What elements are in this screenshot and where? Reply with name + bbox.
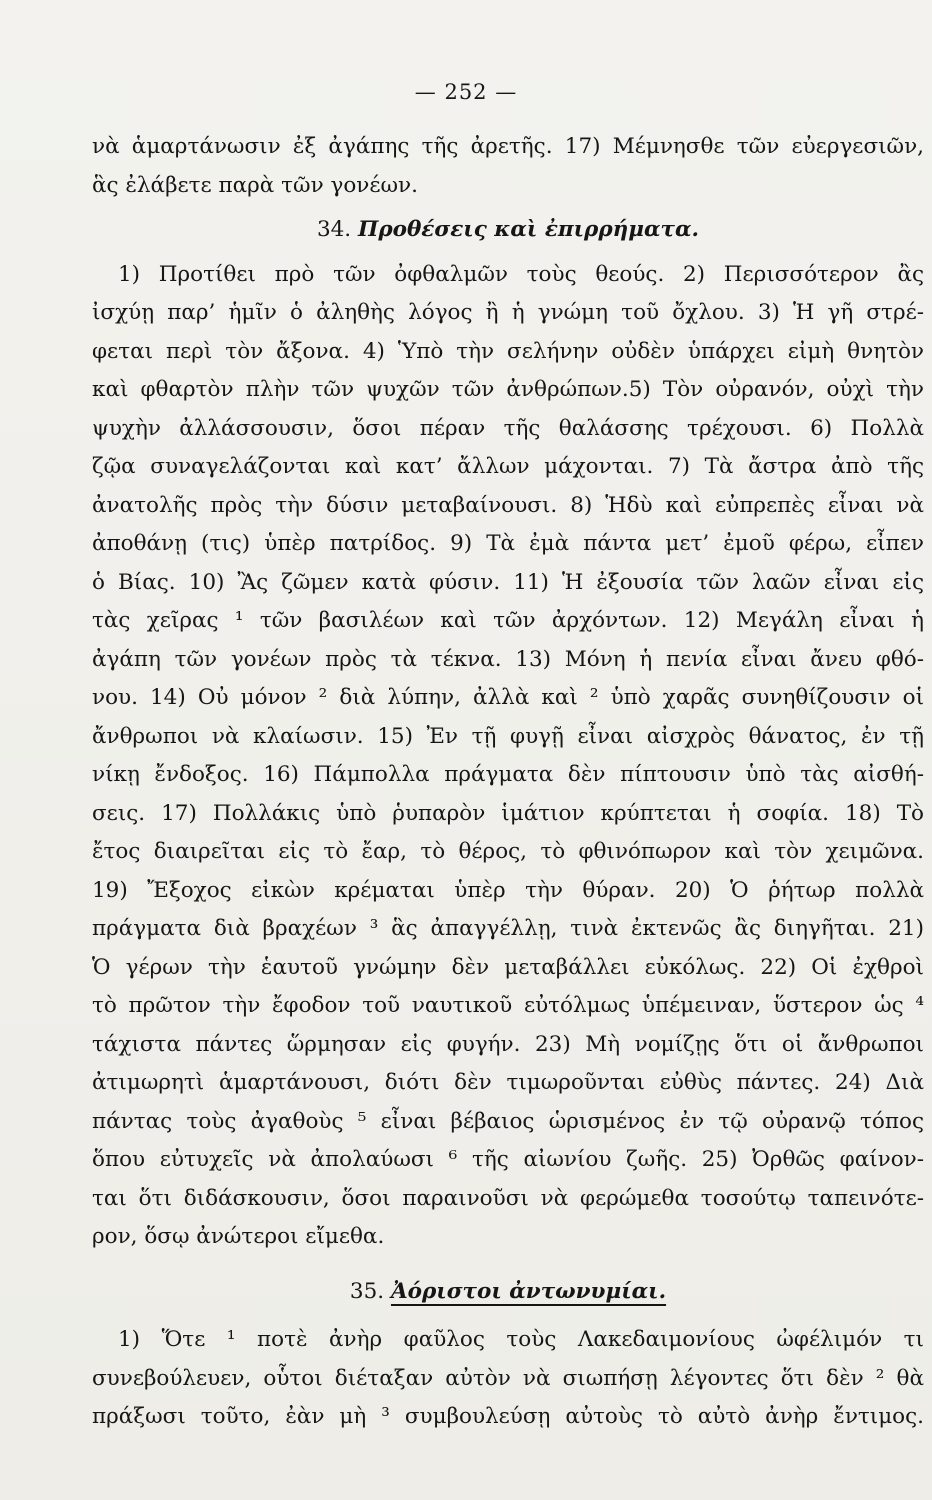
text-line: ἀποθάνῃ (τις) ὑπὲρ πατρίδος. 9) Τὰ ἐμὰ πάντα μετ’ ἐμοῦ φέρω, εἶπεν [92, 531, 924, 556]
text-line: 1) Ὅτε ¹ ποτὲ ἀνὴρ φαῦλος τοὺς Λακεδαιμονίους ὠφέλιμόν τι [118, 1327, 924, 1352]
text-line: ἔτος διαιρεῖται εἰς τὸ ἔαρ, τὸ θέρος, τὸ φθινόπωρον καὶ τὸν χειμῶνα. [92, 839, 924, 864]
section-title: Προθέσεις καὶ ἐπιρρήματα. [358, 217, 700, 242]
text-line: καὶ φθαρτὸν πλὴν τῶν ψυχῶν τῶν ἀνθρώπων.5) Τὸν οὐρανόν, οὐχὶ τὴν [92, 377, 924, 402]
section-34-heading [92, 211, 924, 250]
text-line: ὅπου εὐτυχεῖς νὰ ἀπολαύωσι ⁶ τῆς αἰωνίου ζωῆς. 25) Ὀρθῶς φαίνον- [92, 1147, 924, 1172]
text-line: νὰ ἁμαρτάνωσιν ἐξ ἀγάπης τῆς ἀρετῆς. 17) Μέμνησθε τῶν εὐεργεσιῶν, [92, 134, 924, 159]
text-line: ἀνατολῆς πρὸς τὴν δύσιν μεταβαίνουσι. 8) Ἡδὺ καὶ εὐπρεπὲς εἶναι νὰ [92, 492, 924, 518]
text-line: ἄνθρωποι νὰ κλαίωσιν. 15) Ἐν τῇ φυγῇ εἶναι αἰσχρὸς θάνατος, ἐν τῇ [92, 723, 924, 749]
section-title: Ἀόριστοι ἀντωνυμίαι. [390, 1278, 667, 1304]
text-line: τάχιστα πάντες ὥρμησαν εἰς φυγήν. 23) Μὴ νομίζῃς ὅτι οἱ ἄνθρωποι [92, 1031, 924, 1057]
text-line: τὸ πρῶτον τὴν ἔφοδον τοῦ ναυτικοῦ εὐτόλμως ὑπέμειναν, ὕστερον ὡς ⁴ [92, 993, 924, 1018]
body-text [92, 128, 924, 1437]
text-line: ἀγάπη τῶν γονέων πρὸς τὰ τέκνα. 13) Μόνη ἡ πενία εἶναι ἄνευ φθό- [92, 646, 924, 672]
section-number: 35. [349, 1278, 385, 1304]
text-line: ζῷα συναγελάζονται καὶ κατ’ ἄλλων μάχονται. 7) Τὰ ἄστρα ἀπὸ τῆς [92, 454, 924, 479]
text-line: πράγματα διὰ βραχέων ³ ἃς ἀπαγγέλλῃ, τινὰ ἐκτενῶς ἂς διηγῆται. 21) [92, 916, 924, 941]
text-line: 1) Προτίθει πρὸ τῶν ὀφθαλμῶν τοὺς θεούς. 2) Περισσότερον ἂς [118, 261, 924, 287]
text-line: φεται περὶ τὸν ἄξονα. 4) Ὑπὸ τὴν σελήνην οὐδὲν ὑπάρχει εἰμὴ θνητὸν [92, 338, 924, 364]
section-35-heading [92, 1273, 924, 1312]
text-line: σεις. 17) Πολλάκις ὑπὸ ῥυπαρὸν ἱμάτιον κρύπτεται ἡ σοφία. 18) Τὸ [92, 800, 924, 826]
text-line: πάντας τοὺς ἀγαθοὺς ⁵ εἶναι βέβαιος ὡρισμένος ἐν τῷ οὐρανῷ τόπος [92, 1108, 924, 1134]
section-number: 34. [316, 217, 352, 242]
text-line: ψυχὴν ἀλλάσσουσιν, ὅσοι πέραν τῆς θαλάσσης τρέχουσι. 6) Πολλὰ [92, 415, 924, 441]
text-line: τὰς χεῖρας ¹ τῶν βασιλέων καὶ τῶν ἀρχόντων. 12) Μεγάλη εἶναι ἡ [92, 608, 924, 633]
text-line: Ὁ γέρων τὴν ἑαυτοῦ γνώμην δὲν μεταβάλλει εὐκόλως. 22) Οἱ ἐχθροὶ [92, 954, 924, 980]
text-line: πράξωσι τοῦτο, ἐὰν μὴ ³ συμβουλεύσῃ αὐτοὺς τὸ αὐτὸ ἀνὴρ ἔντιμος. [92, 1404, 924, 1429]
text-line: νου. 14) Οὐ μόνον ² διὰ λύπην, ἀλλὰ καὶ ² ὑπὸ χαρᾶς συνηθίζουσιν οἱ [92, 685, 924, 710]
text-line: ρον, ὅσῳ ἀνώτεροι εἴμεθα. [92, 1224, 385, 1249]
text-line: 19) Ἔξοχος εἰκὼν κρέμαται ὑπὲρ τὴν θύραν. 20) Ὁ ῥήτωρ πολλὰ [92, 877, 924, 903]
text-line: ἰσχύῃ παρ’ ἡμῖν ὁ ἀληθὴς λόγος ἢ ἡ γνώμη τοῦ ὄχλου. 3) Ἡ γῆ στρέ- [92, 300, 924, 325]
text-line: ται ὅτι διδάσκουσιν, ὅσοι παραινοῦσι νὰ φερώμεθα τοσούτῳ ταπεινότε- [92, 1185, 924, 1211]
text-line: συνεβούλευεν, οὗτοι διέταξαν αὐτὸν νὰ σιωπήσῃ λέγοντες ὅτι δὲν ² θὰ [92, 1365, 924, 1391]
page-number: — 252 — [414, 80, 518, 104]
text-line: ἃς ἐλάβετε παρὰ τῶν γονέων. [92, 172, 418, 198]
text-line: νίκῃ ἔνδοξος. 16) Πάμπολλα πράγματα δὲν πίπτουσιν ὑπὸ τὰς αἰσθή- [92, 762, 924, 787]
text-line: ἀτιμωρητὶ ἁμαρτάνουσι, διότι δὲν τιμωροῦνται εὐθὺς πάντες. 24) Διὰ [92, 1070, 924, 1095]
text-line: ὁ Βίας. 10) Ἂς ζῶμεν κατὰ φύσιν. 11) Ἡ ἐξουσία τῶν λαῶν εἶναι εἰς [92, 569, 924, 595]
